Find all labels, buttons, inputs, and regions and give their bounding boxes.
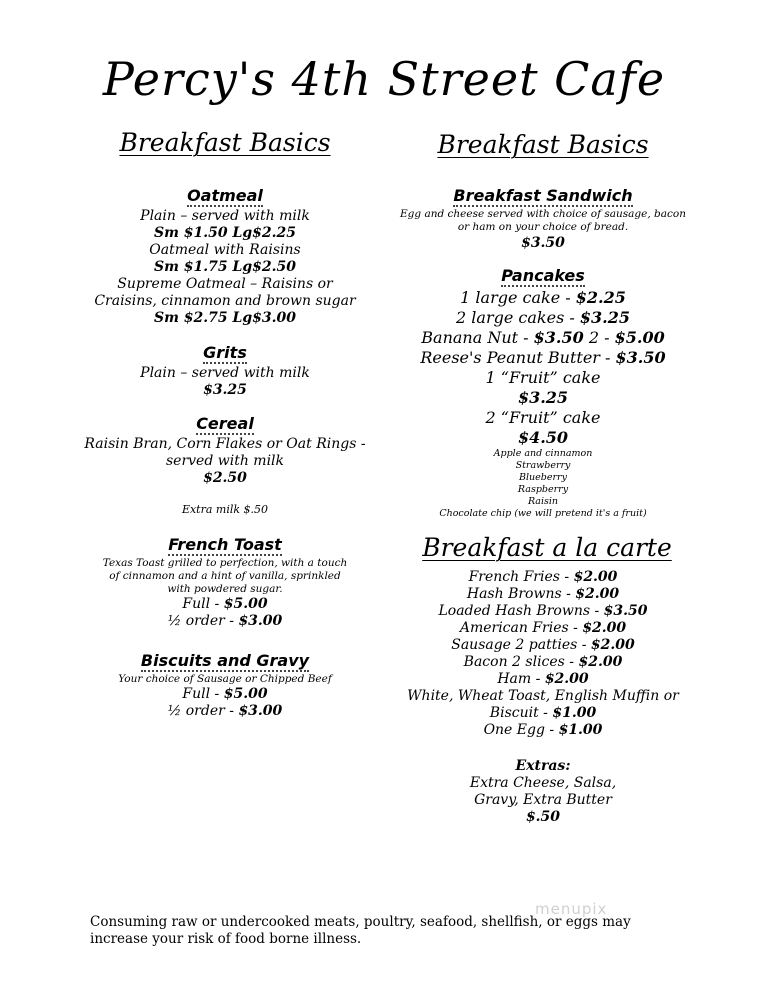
- french-toast-desc: with powdered sugar.: [167, 583, 283, 595]
- right-section-title: Breakfast Basics: [437, 130, 649, 159]
- french-toast-heading: French Toast: [168, 535, 282, 554]
- oatmeal-line: Sm $1.50 Lg$2.25: [154, 225, 296, 241]
- ala-carte-block: [398, 569, 688, 739]
- ala-carte-item: [398, 722, 688, 739]
- left-section-title: Breakfast Basics: [119, 128, 331, 157]
- ala-carte-name: Hash Browns -: [466, 586, 576, 602]
- ala-carte-item: [398, 671, 688, 688]
- biscuits-full: [60, 686, 390, 703]
- sandwich-block: [398, 186, 688, 252]
- pancakes-heading: Pancakes: [501, 266, 585, 285]
- watermark: menupix: [535, 900, 608, 918]
- ala-carte-price: $2.00: [582, 620, 627, 636]
- sandwich-heading: Breakfast Sandwich: [453, 186, 633, 205]
- pancake-label: Reese's Peanut Butter -: [420, 348, 616, 367]
- pancake-label: 2 large cakes -: [456, 308, 580, 327]
- cereal-heading: Cereal: [196, 414, 254, 433]
- pancake-price: $5.00: [614, 328, 665, 347]
- oatmeal-line: Craisins, cinnamon and brown sugar: [94, 293, 356, 309]
- oatmeal-line: Sm $2.75 Lg$3.00: [154, 310, 296, 326]
- fruit-cake-price: $4.50: [517, 428, 569, 447]
- pancake-price: $3.25: [579, 308, 630, 327]
- extras-price: $.50: [525, 809, 561, 825]
- pancake-label: 2 -: [583, 328, 615, 347]
- extras-line: Extra Cheese, Salsa,: [469, 775, 617, 791]
- cereal-desc: served with milk: [165, 453, 285, 469]
- ala-carte-price: $1.00: [552, 705, 597, 721]
- oatmeal-line: Sm $1.75 Lg$2.50: [154, 259, 296, 275]
- ala-carte-price: $3.50: [603, 603, 648, 619]
- oatmeal-block: [60, 186, 390, 327]
- french-toast-full-label: Full -: [182, 596, 224, 612]
- cereal-price: $2.50: [203, 470, 247, 486]
- biscuits-desc: Your choice of Sausage or Chipped Beef: [118, 673, 332, 685]
- pancake-label: Banana Nut -: [421, 328, 534, 347]
- cafe-title: Percy's 4th Street Cafe: [102, 52, 666, 106]
- extras-line: Gravy, Extra Butter: [474, 792, 612, 808]
- ala-carte-price: $1.00: [558, 722, 603, 738]
- french-toast-half-price: $3.00: [238, 613, 283, 629]
- ala-carte-item: [398, 637, 688, 654]
- oatmeal-line: Oatmeal with Raisins: [149, 242, 301, 258]
- pancake-label: 1 large cake -: [460, 288, 576, 307]
- ala-carte-name: French Fries -: [468, 569, 574, 585]
- pancake-line: [398, 308, 688, 328]
- ala-carte-price: $2.00: [544, 671, 589, 687]
- fruit-option: Chocolate chip (we will pretend it's a fruit): [439, 508, 647, 519]
- sandwich-price: $3.50: [521, 235, 565, 251]
- biscuits-heading: Biscuits and Gravy: [140, 651, 310, 670]
- ala-carte-item: [398, 620, 688, 637]
- pancake-line: [398, 348, 688, 368]
- ala-carte-name: One Egg -: [483, 722, 559, 738]
- ala-carte-price: $2.00: [578, 654, 623, 670]
- extras-heading: Extras:: [515, 758, 571, 774]
- biscuits-half-label: ½ order -: [167, 703, 239, 719]
- biscuits-half-price: $3.00: [238, 703, 283, 719]
- ala-carte-price: $2.00: [575, 586, 620, 602]
- ala-carte-item: [398, 603, 688, 620]
- ala-carte-item: [398, 705, 688, 722]
- grits-desc: Plain – served with milk: [140, 365, 310, 381]
- ala-carte-item: [398, 569, 688, 586]
- ala-carte-name: Loaded Hash Browns -: [438, 603, 604, 619]
- food-safety-notice: Consuming raw or undercooked meats, poultry, seafood, shellfish, or eggs may increase your risk of food borne illness.: [90, 914, 631, 947]
- french-toast-desc: of cinnamon and a hint of vanilla, sprinkled: [109, 570, 341, 582]
- grits-block: [60, 343, 390, 399]
- ala-carte-name: Ham -: [497, 671, 545, 687]
- cereal-desc: Raisin Bran, Corn Flakes or Oat Rings -: [84, 436, 366, 452]
- grits-heading: Grits: [203, 343, 247, 362]
- ala-carte-price: $2.00: [573, 569, 618, 585]
- sandwich-desc: or ham on your choice of bread.: [457, 221, 629, 233]
- biscuits-full-price: $5.00: [223, 686, 268, 702]
- ala-carte-toast: White, Wheat Toast, English Muffin or: [407, 688, 679, 704]
- ala-carte-item: [398, 654, 688, 671]
- french-toast-half-label: ½ order -: [167, 613, 239, 629]
- biscuits-half: [60, 703, 390, 720]
- ala-carte-name: Biscuit -: [489, 705, 553, 721]
- ala-carte-name: Bacon 2 slices -: [463, 654, 579, 670]
- fruit-option: Blueberry: [519, 472, 567, 483]
- pancake-price: $3.50: [615, 348, 666, 367]
- ala-carte-name: American Fries -: [459, 620, 583, 636]
- fruit-option: Strawberry: [515, 460, 571, 471]
- sandwich-desc: Egg and cheese served with choice of sausage, bacon: [400, 208, 686, 220]
- cereal-block: [60, 414, 390, 487]
- oatmeal-line: Plain – served with milk: [140, 208, 310, 224]
- ala-carte-name: Sausage 2 patties -: [451, 637, 591, 653]
- fruit-option: Apple and cinnamon: [493, 448, 593, 459]
- oatmeal-line: Supreme Oatmeal – Raisins or: [117, 276, 333, 292]
- ala-carte-title: Breakfast a la carte: [422, 533, 672, 562]
- french-toast-full: [60, 596, 390, 613]
- french-toast-desc: Texas Toast grilled to perfection, with a touch: [102, 557, 348, 569]
- pancake-line: [398, 328, 688, 348]
- pancakes-block: [398, 266, 688, 520]
- pancake-line: [398, 288, 688, 308]
- ala-carte-price: $2.00: [590, 637, 635, 653]
- french-toast-half: [60, 613, 390, 630]
- extra-milk: Extra milk $.50: [181, 503, 269, 516]
- french-toast-block: [60, 535, 390, 630]
- biscuits-full-label: Full -: [182, 686, 224, 702]
- pancake-price: $3.50: [533, 328, 584, 347]
- biscuits-block: [60, 651, 390, 720]
- french-toast-full-price: $5.00: [223, 596, 268, 612]
- fruit-cake-price: $3.25: [517, 388, 569, 407]
- fruit-cake-line: 1 “Fruit” cake: [485, 368, 601, 387]
- oatmeal-heading: Oatmeal: [187, 186, 263, 205]
- extras-block: [398, 758, 688, 826]
- ala-carte-item: [398, 586, 688, 603]
- grits-price: $3.25: [203, 382, 247, 398]
- fruit-option: Raspberry: [517, 484, 569, 495]
- fruit-option: Raisin: [527, 496, 559, 507]
- pancake-price: $2.25: [575, 288, 626, 307]
- fruit-cake-line: 2 “Fruit” cake: [485, 408, 601, 427]
